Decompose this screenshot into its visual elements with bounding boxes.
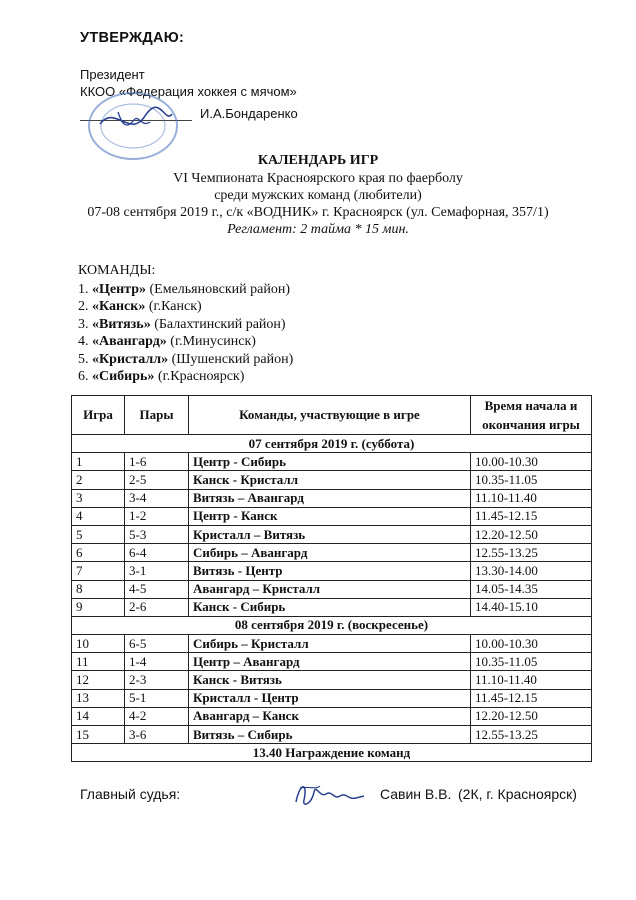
match-time: 14.40-15.10 <box>471 598 592 616</box>
pair-code: 4-5 <box>125 580 189 598</box>
approval-position: Президент <box>80 67 145 82</box>
team-name: «Сибирь» <box>92 369 155 384</box>
match-teams: Витязь – Авангард <box>189 489 471 507</box>
pair-code: 2-5 <box>125 471 189 489</box>
team-number: 2. <box>78 299 89 314</box>
team-item <box>78 298 293 316</box>
team-name: «Витязь» <box>92 316 151 332</box>
day-label: 07 сентября 2019 г. (суббота) <box>72 435 592 453</box>
award-ceremony: 13.40 Награждение команд <box>72 744 592 762</box>
match-time: 11.45-12.15 <box>471 689 592 707</box>
pair-code: 1-2 <box>125 507 189 525</box>
match-teams: Кристалл – Витязь <box>189 525 471 543</box>
game-number: 5 <box>72 525 125 543</box>
game-number: 2 <box>72 471 125 489</box>
day-header-row <box>72 435 592 453</box>
team-number: 3. <box>78 316 89 332</box>
game-number: 9 <box>72 598 125 616</box>
table-row <box>72 489 592 507</box>
col-time <box>471 396 592 435</box>
col-pairs: Пары <box>125 396 189 435</box>
game-number: 12 <box>72 671 125 689</box>
day-label: 08 сентября 2019 г. (воскресенье) <box>72 616 592 634</box>
game-number: 11 <box>72 653 125 671</box>
match-time: 12.55-13.25 <box>471 726 592 744</box>
day-header-row <box>72 616 592 634</box>
team-item <box>78 351 293 369</box>
match-teams: Канск - Витязь <box>189 671 471 689</box>
pair-code: 3-6 <box>125 726 189 744</box>
seal-stamp-icon <box>88 92 178 160</box>
pair-code: 1-6 <box>125 453 189 471</box>
team-place: (г.Минусинск) <box>170 334 256 349</box>
pair-code: 5-3 <box>125 525 189 543</box>
match-teams: Витязь – Сибирь <box>189 726 471 744</box>
schedule-table <box>71 395 592 762</box>
game-number: 1 <box>72 453 125 471</box>
match-teams: Центр - Канск <box>189 507 471 525</box>
col-time-line1: Время начала и <box>484 398 578 413</box>
table-row <box>72 507 592 525</box>
game-number: 4 <box>72 507 125 525</box>
page-title: КАЛЕНДАРЬ ИГР <box>257 153 379 168</box>
game-number: 3 <box>72 489 125 507</box>
teams-list <box>78 262 293 386</box>
game-number: 15 <box>72 726 125 744</box>
team-place: (Шушенский район) <box>171 351 294 367</box>
match-time: 10.00-10.30 <box>471 635 592 653</box>
referee-name: Савин В.В. <box>380 786 452 802</box>
team-place: (г.Канск) <box>148 299 202 314</box>
match-teams: Витязь - Центр <box>189 562 471 580</box>
match-time: 12.20-12.50 <box>471 707 592 725</box>
table-row <box>72 635 592 653</box>
match-teams: Центр - Сибирь <box>189 453 471 471</box>
pair-code: 2-3 <box>125 671 189 689</box>
approval-organization: ККОО «Федерация хоккея с мячом» <box>80 84 297 99</box>
team-place: (Емельяновский район) <box>149 281 290 297</box>
table-row <box>72 598 592 616</box>
approval-title: УТВЕРЖДАЮ: <box>80 30 185 46</box>
col-teams: Команды, участвующие в игре <box>189 396 471 435</box>
table-row <box>72 525 592 543</box>
match-time: 12.20-12.50 <box>471 525 592 543</box>
match-time: 10.00-10.30 <box>471 453 592 471</box>
match-teams: Сибирь – Кристалл <box>189 635 471 653</box>
team-name: «Центр» <box>92 281 147 297</box>
team-name: «Авангард» <box>92 334 167 349</box>
team-item <box>78 316 293 334</box>
table-row <box>72 653 592 671</box>
approval-signatory: И.А.Бондаренко <box>200 106 298 121</box>
table-row <box>72 562 592 580</box>
match-time: 13.30-14.00 <box>471 562 592 580</box>
pair-code: 3-1 <box>125 562 189 580</box>
teams-heading: КОМАНДЫ: <box>78 263 156 278</box>
final-row <box>72 744 592 762</box>
match-time: 11.10-11.40 <box>471 489 592 507</box>
game-number: 8 <box>72 580 125 598</box>
table-row <box>72 726 592 744</box>
team-place: (г.Красноярск) <box>157 369 245 384</box>
match-teams: Авангард – Кристалл <box>189 580 471 598</box>
pair-code: 1-4 <box>125 653 189 671</box>
match-teams: Кристалл - Центр <box>189 689 471 707</box>
game-number: 7 <box>72 562 125 580</box>
header-regulation: Регламент: 2 тайма * 15 мин. <box>227 222 409 237</box>
table-row <box>72 471 592 489</box>
col-time-line2: окончания игры <box>482 417 580 432</box>
pair-code: 2-6 <box>125 598 189 616</box>
header-championship: VI Чемпионата Красноярского края по фаерболу <box>173 171 463 186</box>
match-time: 11.45-12.15 <box>471 507 592 525</box>
header-date-venue: 07-08 сентября 2019 г., с/к «ВОДНИК» г. Красноярск (ул. Семафорная, 357/1) <box>87 205 549 220</box>
table-row <box>72 707 592 725</box>
table-row <box>72 453 592 471</box>
table-row <box>72 689 592 707</box>
game-number: 6 <box>72 544 125 562</box>
pair-code: 6-5 <box>125 635 189 653</box>
match-teams: Авангард – Канск <box>189 707 471 725</box>
match-time: 14.05-14.35 <box>471 580 592 598</box>
referee-label: Главный судья: <box>80 786 181 802</box>
team-number: 6. <box>78 369 89 384</box>
team-item <box>78 368 293 386</box>
match-teams: Канск - Сибирь <box>189 598 471 616</box>
team-number: 5. <box>78 351 89 367</box>
referee-block <box>80 786 620 826</box>
team-name: «Канск» <box>92 299 146 314</box>
referee-signature-icon <box>290 774 370 814</box>
pair-code: 5-1 <box>125 689 189 707</box>
game-number: 14 <box>72 707 125 725</box>
team-number: 4. <box>78 334 89 349</box>
team-item <box>78 281 293 299</box>
match-teams: Центр – Авангард <box>189 653 471 671</box>
referee-note: (2К, г. Красноярск) <box>458 786 577 802</box>
table-row <box>72 544 592 562</box>
header-category: среди мужских команд (любители) <box>214 188 422 203</box>
table-row <box>72 580 592 598</box>
game-number: 13 <box>72 689 125 707</box>
pair-code: 3-4 <box>125 489 189 507</box>
pair-code: 6-4 <box>125 544 189 562</box>
document-header <box>0 152 636 238</box>
match-time: 10.35-11.05 <box>471 471 592 489</box>
team-name: «Кристалл» <box>92 351 169 367</box>
match-teams: Сибирь – Авангард <box>189 544 471 562</box>
match-time: 12.55-13.25 <box>471 544 592 562</box>
match-time: 10.35-11.05 <box>471 653 592 671</box>
team-number: 1. <box>78 281 89 297</box>
team-place: (Балахтинский район) <box>154 316 286 332</box>
pair-code: 4-2 <box>125 707 189 725</box>
match-time: 11.10-11.40 <box>471 671 592 689</box>
col-game: Игра <box>72 396 125 435</box>
table-row <box>72 671 592 689</box>
game-number: 10 <box>72 635 125 653</box>
team-item <box>78 333 293 351</box>
match-teams: Канск - Кристалл <box>189 471 471 489</box>
